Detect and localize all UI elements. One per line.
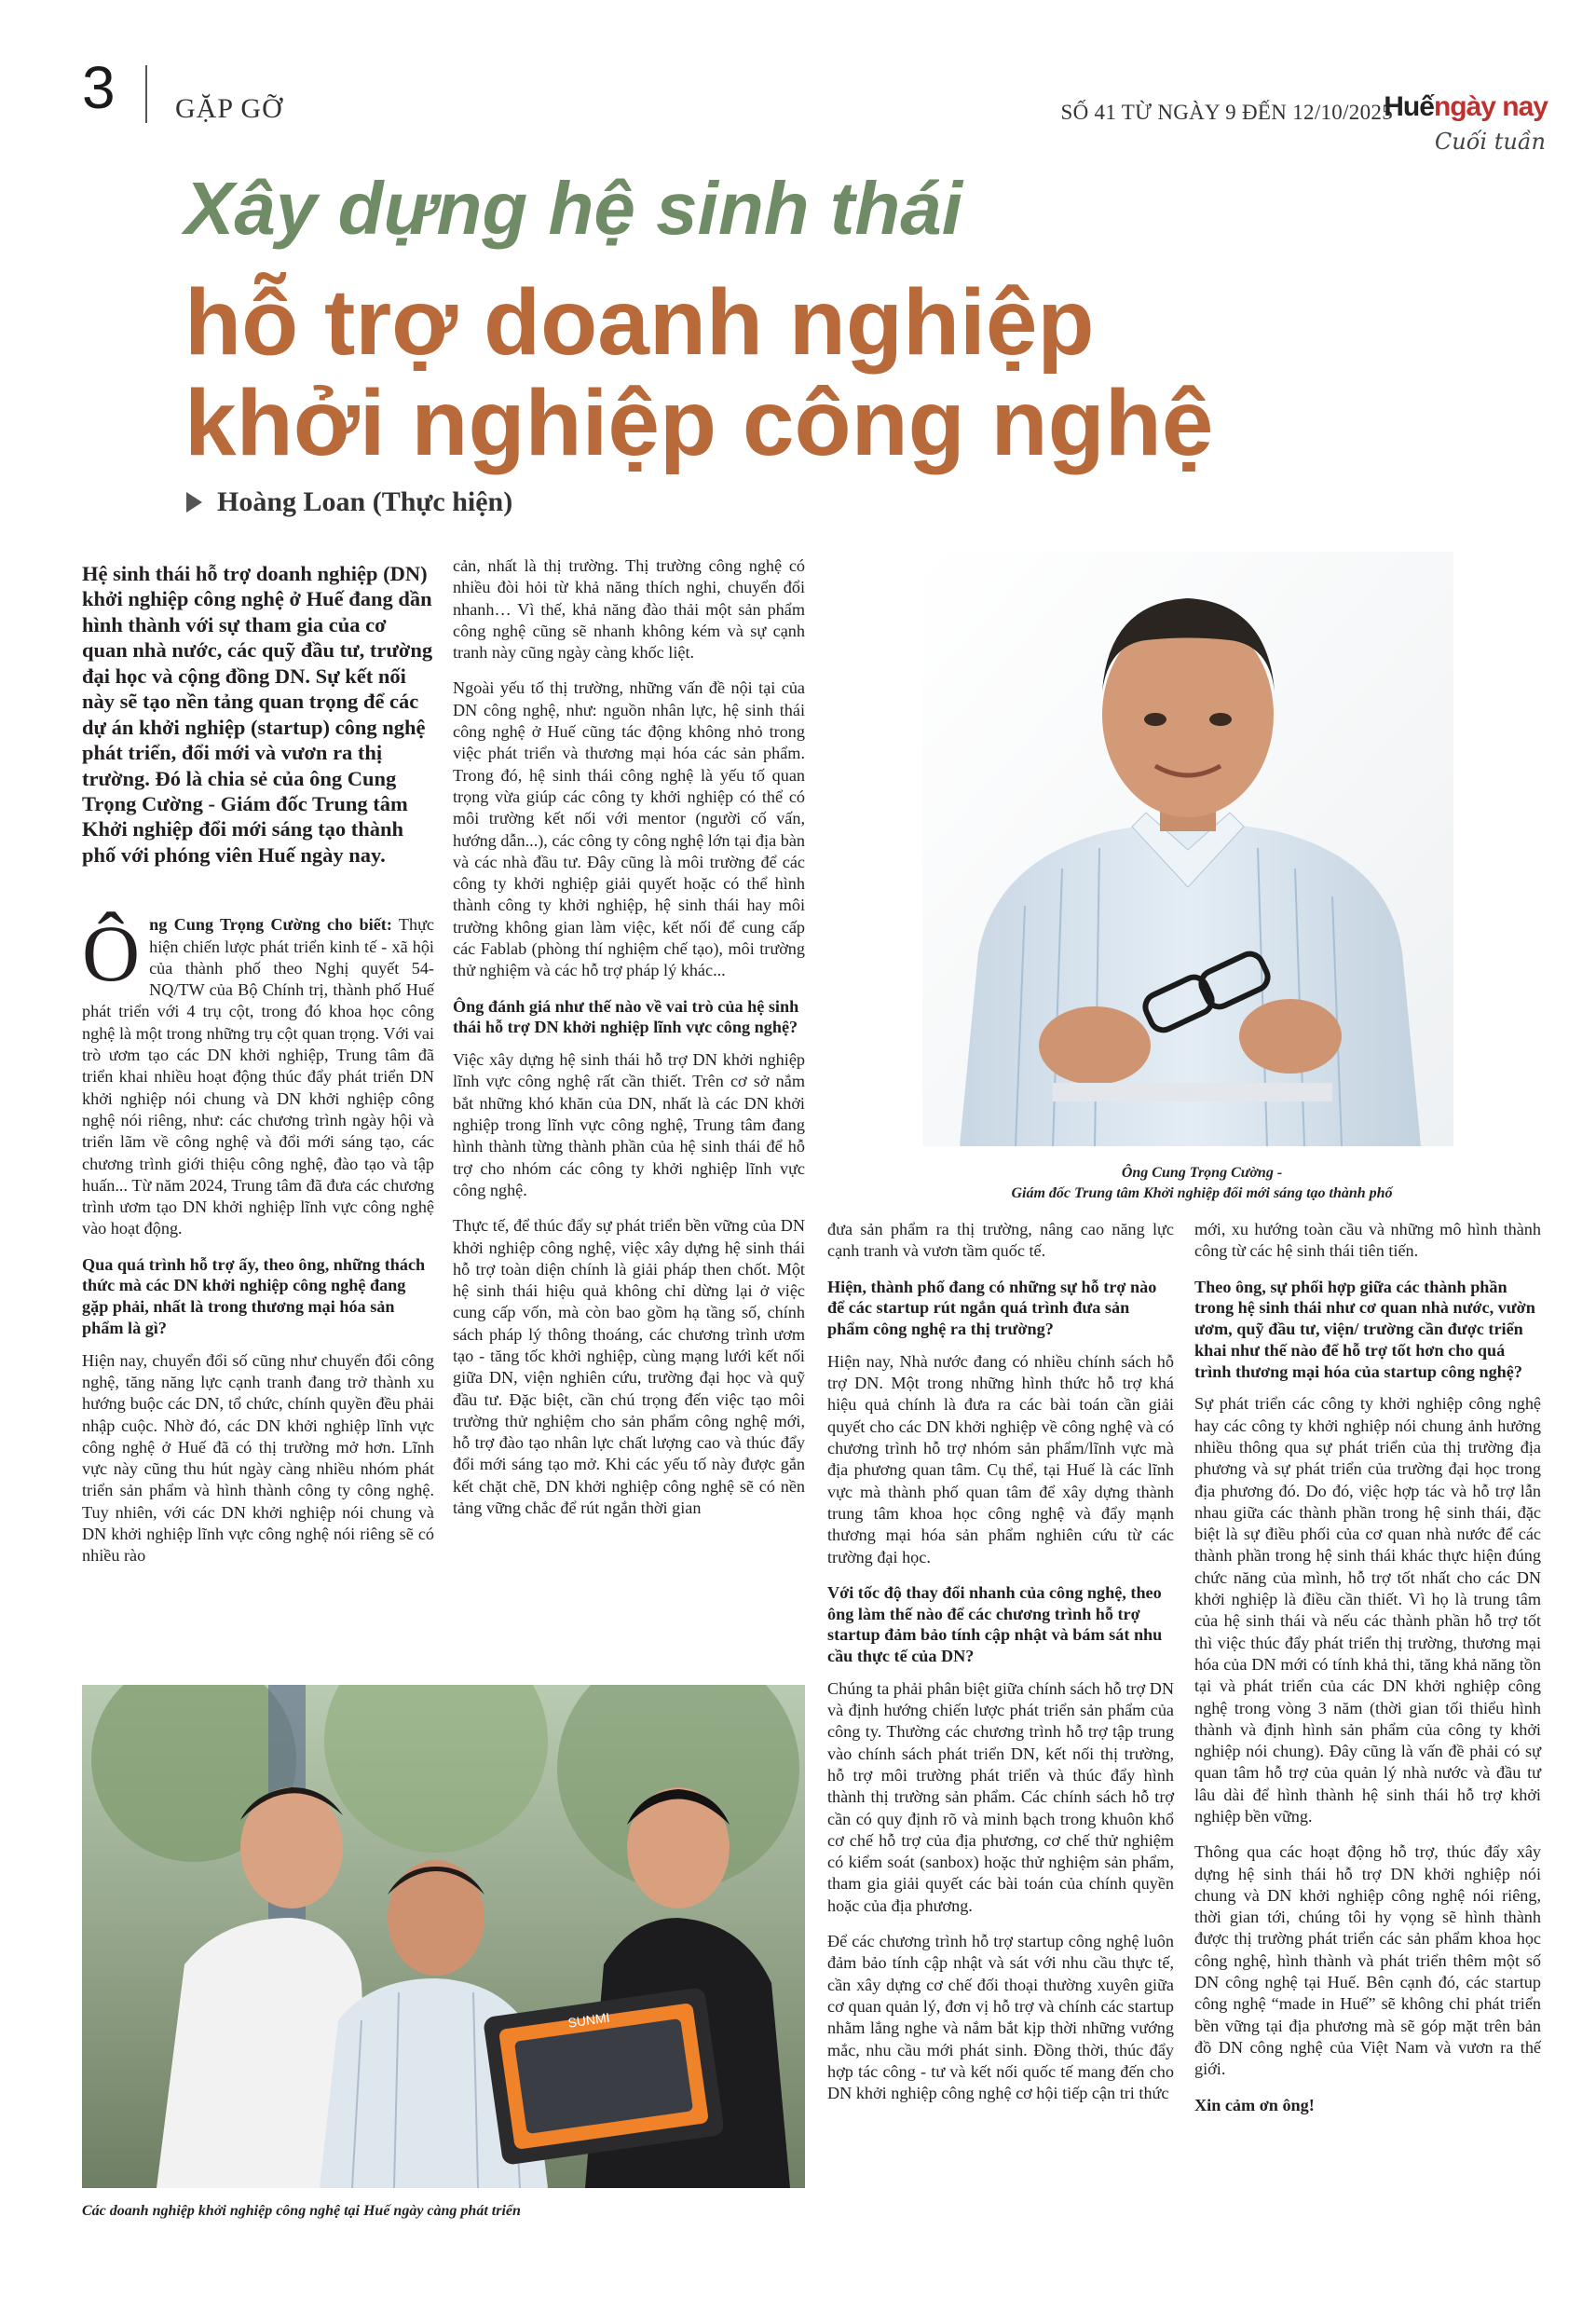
headline-line-3: khởi nghiệp công nghệ (184, 371, 1214, 475)
intro-paragraph (82, 909, 435, 1239)
play-arrow-icon (186, 492, 202, 513)
event-illustration (82, 1685, 805, 2188)
question-1: Qua quá trình hỗ trợ ấy, theo ông, những thách thức mà các DN khởi nghiệp công nghệ đang gặp phải, nhất là trong thương mại hóa sản phẩm là gì? (82, 1254, 426, 1337)
col3-paragraph-1: đưa sản phẩm ra thị trường, nâng cao năng lực cạnh tranh và vươn tầm quốc tế. (827, 1220, 1174, 1261)
portrait-illustration (922, 552, 1453, 1146)
device-brand: SUNMI (566, 2009, 611, 2031)
author-name: Hoàng Loan (Thực hiện) (217, 486, 513, 517)
intro-opener: ng Cung Trọng Cường cho biết: (149, 915, 392, 935)
newspaper-logo (1384, 91, 1548, 166)
lead-paragraph: Hệ sinh thái hỗ trợ doanh nghiệp (DN) khởi nghiệp công nghệ ở Huế đang dần hình thành với sự tham gia của cơ quan nhà nước, các quỹ đầu tư, trường đại học và cộng đồng DN. Sự kết nối này sẽ tạo nền tảng quan trọng để các dự án khởi nghiệp (startup) công nghệ phát triển, đổi mới và vươn ra thị trường. Đó là chia sẻ của ông Cung Trọng Cường - Giám đốc Trung tâm Khởi nghiệp đổi mới sáng tạo thành phố với phóng viên Huế ngày nay. (82, 562, 433, 867)
column-4 (1194, 1219, 1541, 2130)
headline-main (184, 272, 1213, 473)
answer-3-paragraph: Hiện nay, Nhà nước đang có nhiều chính sách hỗ trợ DN. Một trong những hình thức hỗ trợ khá hiệu quả chính là đưa ra các bài toán cần giải quyết cho các DN khởi nghiệp về công nghệ và có chương trình hỗ trợ nhóm sản phẩm/lĩnh vực mà địa phương quan tâm. Cụ thể, tại Huế là các lĩnh vực mà thành phố quan tâm để xây dựng thành trung tâm khoa học công nghệ và đẩy mạnh thương mại hóa sản phẩm nghiên cứu từ các trường đại học. (827, 1351, 1174, 1566)
headline-kicker: Xây dựng hệ sinh thái (184, 167, 962, 250)
answer-4-paragraph-1: Chúng ta phải phân biệt giữa chính sách hỗ trợ DN và định hướng chiến lược phát triển sản phẩm của công ty. Thường các chương trình hỗ trợ tập trung vào chính sách phát triển DN, kết nối thị trường, hỗ trợ môi trường phát triển và thúc đẩy hình thành thị trường sản phẩm. Các chính sách hỗ trợ cần có quy định rõ và minh bạch trong khuôn khổ cơ chế hỗ trợ của địa phương, cơ chế thử nghiệm có kiểm soát (sanbox) hoặc thử nghiệm sản phẩm, tham gia giải quyết các bài toán của chính quyền hoặc của địa phương. (827, 1678, 1174, 1915)
question-4: Với tốc độ thay đổi nhanh của công nghệ, theo ông làm thế nào để các chương trình hỗ trợ startup đảm bảo tính cập nhật và bám sát nhu cầu thực tế của DN? (827, 1582, 1163, 1666)
drop-cap: Ô (82, 909, 141, 999)
issue-info: SỐ 41 TỪ NGÀY 9 ĐẾN 12/10/2025 (1060, 101, 1393, 124)
question-3: Hiện, thành phố đang có những sự hỗ trợ nào để các startup rút ngắn quá trình đưa sản phẩm công nghệ ra thị trường? (827, 1277, 1157, 1339)
section-label: GẶP GỠ (175, 93, 283, 124)
column-3 (827, 1219, 1174, 2118)
col2-paragraph-2: Ngoài yếu tố thị trường, những vấn đề nội tại của DN công nghệ, như: nguồn nhân lực, hệ sinh thái công nghệ ở Huế cũng tác động không nhỏ trong việc phát triển và thương mại hóa các sản phẩm. Trong đó, hệ sinh thái công nghệ là yếu tố quan trọng vừa giúp các công ty khởi nghiệp có thể có môi trường kết nối với mentor (người cố vấn, hướng dẫn...), các công ty công nghệ lớn tại địa bàn và các nhà đầu tư. Đây cũng là môi trường để các công ty khởi nghiệp giải quyết hoặc có thể hình thành công ty khởi nghiệp, hệ sinh thái hay môi trường không gian làm việc, kết nối để cung cấp các Fablab (phòng thí nghiệm chế tạo), môi trường thử nghiệm và các hỗ trợ pháp lý khác... (453, 678, 805, 980)
question-5: Theo ông, sự phối hợp giữa các thành phần trong hệ sinh thái như cơ quan nhà nước, vườn ươm, quỹ đầu tư, viện/ trường cần được triển khai như thế nào để hỗ trợ tốt hơn cho quá trình thương mại hóa của startup công nghệ? (1194, 1277, 1535, 1381)
portrait-caption-name: Ông Cung Trọng Cường - (1121, 1165, 1283, 1181)
column-2 (453, 555, 805, 1533)
headline-line-2: hỗ trợ doanh nghiệp (184, 270, 1095, 375)
answer-1-paragraph: Hiện nay, chuyển đổi số cũng như chuyển đổi công nghệ, tăng năng lực cạnh tranh đang trở thành xu hướng buộc các DN, tổ chức, chính quyền đều phải nhập cuộc. Nhờ đó, các DN khởi nghiệp lĩnh vực công nghệ ở Huế đã có thị trường mở hơn. Lĩnh vực này cũng thu hút ngày càng nhiều nhóm phát triển sản phẩm và hình thành công ty công nghệ. Tuy nhiên, với các DN khởi nghiệp nói chung và DN khởi nghiệp lĩnh vực công nghệ nói riêng sẽ có nhiều rào (82, 1350, 434, 1566)
event-photo (82, 1685, 805, 2188)
page-number: 3 (82, 54, 116, 121)
answer-2-paragraph-2: Thực tế, để thúc đẩy sự phát triển bền vững của DN khởi nghiệp công nghệ, việc xây dựng hệ sinh thái hỗ trợ toàn diện chính là giải pháp then chốt. Một hệ sinh thái hiệu quả không chỉ dừng lại ở việc cung cấp vốn, mà còn bao gồm hạ tầng số, chính sách pháp lý thông thoáng, các chương trình ươm tạo - tăng tốc khởi nghiệp, cùng mạng lưới kết nối giữa DN, viện nghiên cứu, trường đại học và quỹ đầu tư. Đặc biệt, cần chú trọng đến việc tạo môi trường thử nghiệm cho sản phẩm công nghệ mới, hỗ trợ đào tạo nhân lực chất lượng cao và thúc đẩy đổi mới sáng tạo mở. Khi các yếu tố này được gắn kết chặt chẽ, DN khởi nghiệp công nghệ sẽ có nền tảng vững chắc để rút ngắn thời gian (453, 1216, 805, 1518)
brand-ngay-nay: ngày nay (1433, 91, 1548, 122)
brand-hue: Huế (1384, 91, 1434, 122)
answer-5-paragraph-1: Sự phát triển các công ty khởi nghiệp công nghệ hay các công ty khởi nghiệp nói chung ảnh hưởng nhiều thông qua sự phát triển của thị trường địa phương và sự phát triển của trường đại học trong địa phương đó. Do đó, việc hợp tác và hỗ trợ lẫn nhau giữa các thành phần trong hệ sinh thái, đặc biệt là sự điều phối của cơ quan nhà nước để các thành phần trong hệ sinh thái khác thực hiện đúng chức năng của mình, hỗ trợ tốt nhất cho các DN khởi nghiệp là điều cần thiết. Vì họ là trung tâm của hệ sinh thái và nếu các thành phần hỗ trợ tốt thì việc thúc đẩy phát triển thị trường, thương mại hóa của DN mới có tính khả thi, tăng khả năng tồn tại và phát triển của các DN khởi nghiệp công nghệ trong vòng 3 năm (thời gian tối thiểu hình thành và định hình sản phẩm của công ty khởi nghiệp nói chung). Đây cũng là vấn đề phải có sự quan tâm hỗ trợ của quản lý nhà nước và đầu tư lâu dài để hình thành hệ sinh thái hỗ trợ khởi nghiệp bền vững. (1194, 1394, 1541, 1826)
portrait-caption-title: Giám đốc Trung tâm Khởi nghiệp đổi mới sáng tạo thành phố (1011, 1184, 1393, 1201)
brand-name (1384, 91, 1548, 123)
question-2: Ông đánh giá như thế nào về vai trò của hệ sinh thái hỗ trợ DN khởi nghiệp lĩnh vực công nghệ? (453, 996, 799, 1037)
answer-5-paragraph-2: Thông qua các hoạt động hỗ trợ, thúc đẩy xây dựng hệ sinh thái hỗ trợ DN khởi nghiệp nói chung và DN khởi nghiệp công nghệ nói riêng, thời gian tới, chúng tôi hy vọng sẽ hình thành được thị trường phát triển các sản phẩm khoa học công nghệ, hình thành và phát triển thêm một số DN công nghệ tại Huế. Bên cạnh đó, các startup công nghệ “made in Huế” sẽ không chỉ phát triển bền vững tại địa phương mà sẽ góp mặt trên bản đồ DN công nghệ của Việt Nam và vươn ra thế giới. (1194, 1842, 1541, 2079)
byline (186, 486, 512, 518)
event-caption: Các doanh nghiệp khởi nghiệp công nghệ tại Huế ngày càng phát triển (82, 2203, 521, 2219)
brand-subtitle: Cuối tuần (1434, 129, 1546, 155)
portrait-caption (960, 1163, 1444, 1203)
answer-4-paragraph-2: Để các chương trình hỗ trợ startup công nghệ luôn đảm bảo tính cập nhật và sát với nhu cầu thực tế, cần xây dựng cơ chế đối thoại thường xuyên giữa cơ quan quản lý, đơn vị hỗ trợ và chính các startup nhằm lắng nghe và nắm bắt kịp thời những vướng mắc, nhu cầu mới phát sinh. Đồng thời, thúc đẩy hợp tác công - tư và kết nối quốc tế mang đến cho DN khởi nghiệp công nghệ cơ hội tiếp cận tri thức (827, 1932, 1174, 2103)
intro-body: Thực hiện chiến lược phát triển kinh tế - xã hội của thành phố theo Nghị quyết 54-NQ/TW của Bộ Chính trị, thành phố Huế phát triển với 4 trụ cột, trong đó khoa học công nghệ là một trong những trụ cột quan trọng. Với vai trò ươm tạo các DN khởi nghiệp, Trung tâm đã triển khai nhiều hoạt động thúc đẩy phát triển DN khởi nghiệp nói chung và DN khởi nghiệp công nghệ nói riêng, như: các chương trình ngày hội và triển lãm về công nghệ và đổi mới sáng tạo, các chương trình giới thiệu công nghệ, đào tạo và tập huấn... Từ năm 2024, Trung tâm đã đưa các chương trình ươm tạo DN khởi nghiệp lĩnh vực công nghệ vào hoạt động. (82, 915, 435, 1238)
col4-paragraph-1: mới, xu hướng toàn cầu và những mô hình thành công từ các hệ sinh thái tiên tiến. (1194, 1220, 1541, 1261)
portrait-photo (922, 552, 1453, 1146)
col2-paragraph-1: cản, nhất là thị trường. Thị trường công nghệ có nhiều đòi hỏi từ khả năng thích nghi, chuyển đổi nhanh… Vì thế, khả năng đào thải một sản phẩm công nghệ cũng sẽ nhanh không kém và sự cạnh tranh này cũng ngày càng khốc liệt. (453, 556, 805, 663)
column-1 (82, 561, 434, 1581)
answer-2-paragraph-1: Việc xây dựng hệ sinh thái hỗ trợ DN khởi nghiệp lĩnh vực công nghệ rất cần thiết. Trên cơ sở nắm bắt những khó khăn của DN, nhất là các DN khởi nghiệp trong lĩnh vực công nghệ, Trung tâm đang hình thành từng thành phần của hệ sinh thái để hỗ trợ cho nhóm các công ty khởi nghiệp lĩnh vực công nghệ. (453, 1050, 805, 1199)
closing-remark: Xin cảm ơn ông! (1194, 2095, 1315, 2114)
header-divider (145, 65, 147, 123)
